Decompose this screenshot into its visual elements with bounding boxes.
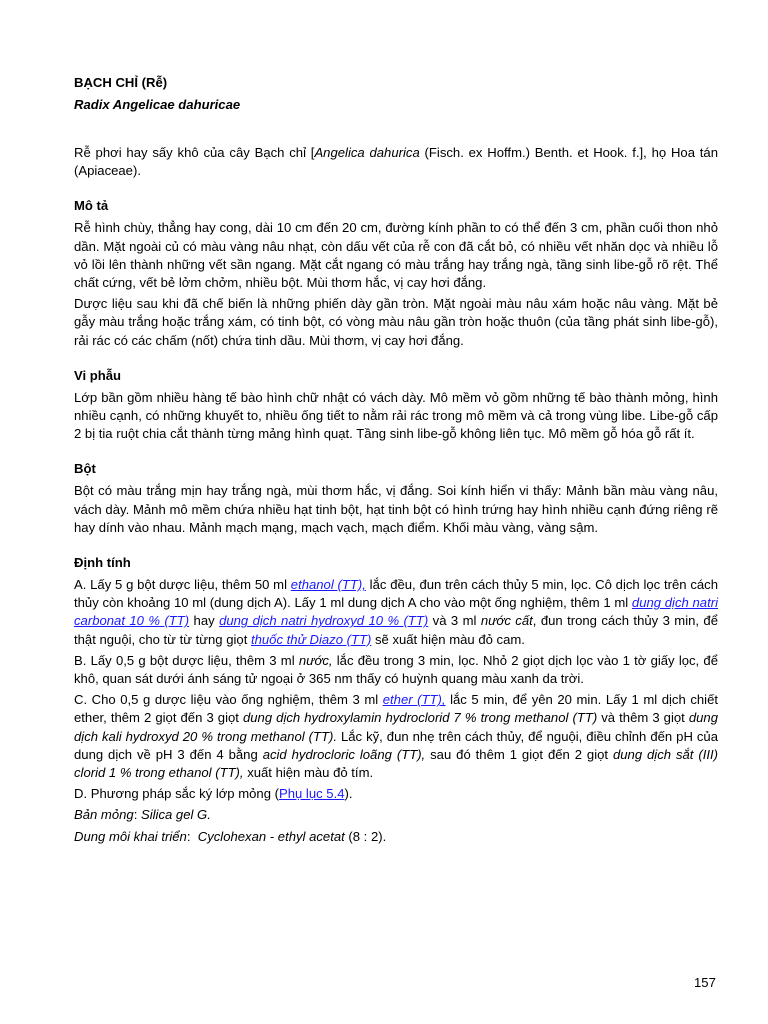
heading-vi-phau: Vi phẫu [74, 367, 122, 383]
italic-acid-hydrocloric: acid hydrocloric loãng (TT), [262, 746, 426, 762]
document-page [74, 74, 718, 846]
dinh-tinh-a [74, 576, 718, 649]
dung-moi-label: Dung môi khai triển [74, 828, 187, 844]
text: (8 : 2). [344, 828, 387, 844]
text: sau đó thêm 1 giọt đến 2 giọt [425, 746, 613, 762]
text: hay [189, 613, 220, 629]
link-thuoc-thu-diazo[interactable]: thuốc thử Diazo (TT) [250, 631, 372, 647]
ban-mong-value: Silica gel G. [140, 807, 211, 823]
ban-mong-label: Bản mỏng [74, 807, 134, 823]
text: lắc 5 min, để yên 20 min. Lấy 1 ml dịch chiết ether, thêm 2 giọt đến 3 giọt [74, 692, 718, 726]
intro-paragraph [74, 144, 718, 180]
mo-ta-paragraph-1: Rễ hình chùy, thẳng hay cong, dài 10 cm đến 20 cm, đường kính phần to có thể đến 3 cm, phần cuối thon nhỏ dần. Mặt ngoài củ có màu vàng nâu nhạt, còn dấu vết của rễ con đã cắt bỏ, có nhiều vết nhăn dọc và nhiều lỗ vỏ lồi lên thành những vết sần ngang. Mặt cắt ngang có màu trắng hay trắng ngà, tầng sinh libe-gỗ rõ rệt. Thể chất cứng, vết bẻ lởm chởm, nhiều bột. Mùi thơm hắc, vị cay hơi đắng. [74, 220, 718, 291]
link-natri-carbonat[interactable]: dung dịch natri carbonat 10 % (TT) [74, 595, 718, 629]
italic-hydroxylamin: dung dịch hydroxylamin hydroclorid 7 % trong methanol (TT) [242, 710, 598, 726]
text: lắc đều trong 3 min, lọc. Nhỏ 2 giọt dịch lọc vào 1 tờ giấy lọc, để khô, quan sát dưới ánh sáng tử ngoại ở 365 nm thấy có huỳnh quang màu xanh da trời. [74, 652, 718, 687]
text: D. Phương pháp sắc ký lớp mỏng ( [74, 786, 279, 802]
text: và thêm 3 giọt [597, 710, 689, 726]
intro-species: Angelica dahurica [314, 145, 420, 160]
link-ethanol[interactable]: ethanol (TT), [290, 577, 366, 593]
monograph-title: BẠCH CHỈ (Rễ) [74, 75, 168, 90]
text: Lắc kỹ, đun nhẹ trên cách thủy, để nguội, điều chỉnh đến pH của dung dịch về pH 3 đến 4 bằng [74, 728, 718, 762]
text: , đun trong cách thủy 3 min, để thật nguội, cho từ từ từng giọt [74, 613, 719, 647]
heading-dinh-tinh: Định tính [74, 555, 131, 571]
italic-kali-hydroxyd: dung dịch kali hydroxyd 20 % trong methanol (TT). [74, 710, 718, 744]
latin-name: Radix Angelicae dahuricae [74, 97, 241, 112]
link-ether[interactable]: ether (TT), [382, 692, 446, 708]
mo-ta-paragraph-2: Dược liệu sau khi đã chế biến là những phiến dày gần tròn. Mặt ngoài màu nâu xám hoặc nâu vàng. Mặt bẻ gẫy màu trắng hoặc trắng xám, có tinh bột, có vòng màu nâu gần tròn hoặc thuôn (của tầng phát sinh libe-gỗ), rải rác có các chấm (nốt) chứa tinh dầu. Mùi thơm, vị cay hơi đắng. [74, 296, 718, 348]
dinh-tinh-d [74, 785, 718, 803]
heading-bot: Bột [74, 461, 96, 477]
bot-paragraph: Bột có màu trắng mịn hay trắng ngà, mùi thơm hắc, vị đắng. Soi kính hiển vi thấy: Mảnh bần màu vàng nâu, vách dày. Mảnh mô mềm chứa nhiều hạt tinh bột, hạt tinh bột có hình trứng hay hình nhiều cạnh đứng riêng rẽ hay dính vào nhau. Mảnh mạch mạng, mạch vạch, mạch điểm. Khối màu vàng, vàng sậm. [74, 483, 718, 535]
text: B. Lấy 0,5 g bột dược liệu, thêm 3 ml [74, 652, 299, 668]
intro-text: Rễ phơi hay sấy khô của cây Bạch chỉ [ [74, 145, 315, 160]
text: và 3 ml [428, 613, 481, 629]
text: ). [344, 786, 353, 802]
text: sẽ xuất hiện màu đỏ cam. [371, 631, 525, 647]
italic-nuoc-cat: nước cất [480, 613, 533, 629]
ban-mong [74, 806, 718, 824]
link-phu-luc[interactable]: Phụ lục 5.4 [278, 786, 345, 802]
dung-moi-value: Cyclohexan - ethyl acetat [197, 828, 345, 844]
text: A. Lấy 5 g bột dược liệu, thêm 50 ml [74, 577, 291, 593]
dinh-tinh-c [74, 691, 718, 782]
page-number: 157 [694, 975, 716, 990]
intro-text-end: (Fisch. ex Hoffm.) Benth. et Hook. f.], họ Hoa tán (Apiaceae). [74, 145, 718, 179]
text: : [186, 828, 198, 844]
dung-moi [74, 828, 718, 846]
link-natri-hydroxyd[interactable]: dung dịch natri hydroxyd 10 % (TT) [219, 613, 429, 629]
text: xuất hiện màu đỏ tím. [243, 765, 374, 781]
heading-mo-ta: Mô tả [74, 198, 109, 214]
dinh-tinh-b [74, 652, 718, 688]
italic-sat-clorid: dung dịch sắt (III) clorid 1 % trong ethanol (TT), [74, 746, 719, 781]
vi-phau-paragraph: Lớp bần gồm nhiều hàng tế bào hình chữ nhật có vách dày. Mô mềm vỏ gồm những tế bào thành mỏng, hình nhiều cạnh, có những khuyết to, nhiều ống tiết to nằm rải rác trong mô mềm và cả trong vùng libe. Libe-gỗ cấp 2 bị tia ruột chia cắt thành từng mảng hình quạt. Tầng sinh libe-gỗ không liên tục. Mô mềm gỗ hóa gỗ rất ít. [74, 389, 718, 442]
text: lắc đều, đun trên cách thủy 5 min, lọc. Cô dịch lọc trên cách thủy còn khoảng 10 ml (dung dịch A). Lấy 1 ml dung dịch A cho vào một ống nghiệm, thêm 1 ml [74, 577, 718, 611]
italic-nuoc: nước, [298, 652, 333, 668]
text: C. Cho 0,5 g dược liệu vào ống nghiệm, thêm 3 ml [74, 692, 383, 708]
text: : [133, 807, 141, 823]
